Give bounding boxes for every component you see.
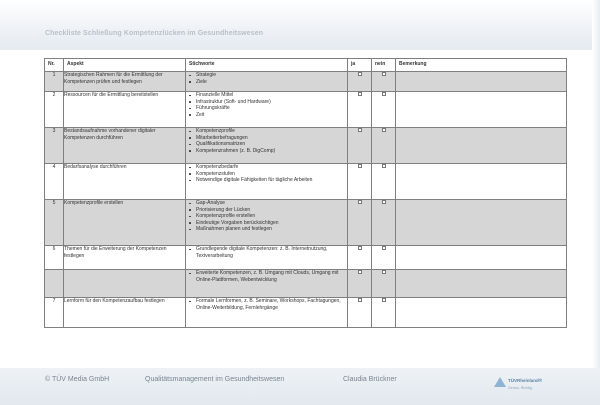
nein-cell [372, 246, 396, 270]
nein-cell [372, 298, 396, 328]
stichwort-item: Kompetenzprofile [186, 128, 347, 135]
row-aspekt: Kompetenzprofile erstellen [64, 200, 186, 246]
stichwort-item: Kompetenzbedarfe [186, 164, 347, 171]
row-number: 1 [45, 72, 64, 92]
row-aspekt [64, 270, 186, 298]
footer-copyright: © TÜV Media GmbH [45, 376, 110, 383]
ja-cell [348, 298, 372, 328]
nein-checkbox[interactable] [382, 128, 386, 132]
stichwort-item: Formale Lernformen, z. B. Seminare, Workshops, Fachtagungen, Online-Weiterbildung, Fernlehrgänge [186, 298, 347, 311]
ja-checkbox[interactable] [358, 200, 362, 204]
table-row [45, 298, 567, 328]
stichworte-list [186, 128, 347, 154]
bemerkung-field[interactable] [396, 128, 567, 164]
nein-cell [372, 270, 396, 298]
row-number: 4 [45, 164, 64, 200]
row-number: 7 [45, 298, 64, 328]
row-stichworte [186, 200, 348, 246]
stichwort-item: Ziele [186, 79, 347, 86]
stichworte-list [186, 72, 347, 85]
table-header-row [45, 59, 567, 72]
ja-checkbox[interactable] [358, 128, 362, 132]
header-bemerkung: Bemerkung [396, 59, 567, 72]
ja-checkbox[interactable] [358, 270, 362, 274]
ja-cell [348, 164, 372, 200]
bemerkung-field[interactable] [396, 164, 567, 200]
row-aspekt: Bedarfsanalyse durchführen [64, 164, 186, 200]
stichwort-item: Finanzielle Mittel [186, 92, 347, 99]
table-row [45, 92, 567, 128]
row-stichworte [186, 246, 348, 270]
stichwort-item: Führungskräfte [186, 105, 347, 112]
header-nr: Nr. [45, 59, 64, 72]
ja-checkbox[interactable] [358, 298, 362, 302]
checklist-table [44, 58, 567, 328]
stichwort-item: Infrastruktur (Soft- und Hardware) [186, 99, 347, 106]
bemerkung-field[interactable] [396, 92, 567, 128]
header-stichworte: Stichworte [186, 59, 348, 72]
header-ja: ja [348, 59, 372, 72]
nein-cell [372, 72, 396, 92]
stichwort-item: Qualifikationsmatrizen [186, 141, 347, 148]
nein-checkbox[interactable] [382, 298, 386, 302]
header-nein: nein [372, 59, 396, 72]
row-aspekt: Strategischen Rahmen für die Ermittlung der Kompetenzen prüfen und festlegen [64, 72, 186, 92]
nein-checkbox[interactable] [382, 270, 386, 274]
row-number: 6 [45, 246, 64, 270]
row-stichworte [186, 298, 348, 328]
ja-cell [348, 72, 372, 92]
logo-name: TÜVRheinland® [508, 378, 543, 383]
stichwort-item: Gap-Analyse [186, 200, 347, 207]
header-aspekt: Aspekt [64, 59, 186, 72]
ja-cell [348, 270, 372, 298]
row-number: 2 [45, 92, 64, 128]
bemerkung-field[interactable] [396, 200, 567, 246]
document-title: Checkliste Schließung Kompetenzlücken im Gesundheitswesen [45, 30, 264, 37]
row-stichworte [186, 270, 348, 298]
row-stichworte [186, 164, 348, 200]
title-band [0, 0, 600, 50]
stichwort-item: Priorisierung der Lücken [186, 207, 347, 214]
stichwort-item: Eindeutige Vorgaben berücksichtigen [186, 220, 347, 227]
row-aspekt: Ressourcen für die Ermittlung bereitstellen [64, 92, 186, 128]
nein-cell [372, 164, 396, 200]
stichwort-item: Kompetenzrahmen (z. B. DigComp) [186, 148, 347, 155]
bemerkung-field[interactable] [396, 72, 567, 92]
nein-cell [372, 200, 396, 246]
row-number [45, 270, 64, 298]
ja-checkbox[interactable] [358, 72, 362, 76]
stichwort-item: Kompetenzstufen [186, 171, 347, 178]
stichworte-list [186, 298, 347, 311]
row-stichworte [186, 92, 348, 128]
stichwort-item: Zeit [186, 112, 347, 119]
row-number: 3 [45, 128, 64, 164]
row-aspekt: Bestandsaufnahme vorhandener digitaler Kompetenzen durchführen [64, 128, 186, 164]
ja-checkbox[interactable] [358, 164, 362, 168]
nein-checkbox[interactable] [382, 92, 386, 96]
ja-cell [348, 200, 372, 246]
nein-cell [372, 92, 396, 128]
ja-cell [348, 246, 372, 270]
table-row [45, 164, 567, 200]
footer-author: Claudia Brückner [343, 376, 397, 383]
stichwort-item: Notwendige digitale Fähigkeiten für tägliche Arbeiten [186, 177, 347, 184]
stichworte-list [186, 270, 347, 283]
bemerkung-field[interactable] [396, 270, 567, 298]
logo-slogan: Genau. Richtig. [508, 386, 533, 390]
page-edge-shadow [592, 0, 600, 405]
ja-cell [348, 128, 372, 164]
footer-topic: Qualitätsmanagement im Gesundheitswesen [145, 376, 285, 383]
row-aspekt: Themen für die Erweiterung der Kompetenzen festlegen [64, 246, 186, 270]
stichwort-item: Grundlegende digitale Kompetenzen: z. B. Internetnutzung, Textverarbeitung [186, 246, 347, 259]
nein-checkbox[interactable] [382, 200, 386, 204]
ja-checkbox[interactable] [358, 246, 362, 250]
nein-checkbox[interactable] [382, 72, 386, 76]
stichwort-item: Strategie [186, 72, 347, 79]
table-row [45, 200, 567, 246]
table-row [45, 72, 567, 92]
row-stichworte [186, 128, 348, 164]
stichwort-item: Maßnahmen planen und festlegen [186, 226, 347, 233]
nein-checkbox[interactable] [382, 246, 386, 250]
stichworte-list [186, 246, 347, 259]
row-stichworte [186, 72, 348, 92]
stichwort-item: Kompetenzprofile erstellen [186, 213, 347, 220]
table-row [45, 246, 567, 270]
ja-checkbox[interactable] [358, 92, 362, 96]
bemerkung-field[interactable] [396, 246, 567, 270]
stichwort-item: Erweiterte Kompetenzen, z. B. Umgang mit Clouds, Umgang mit Online-Plattformen, Webentwicklung [186, 270, 347, 283]
stichworte-list [186, 92, 347, 118]
stichwort-item: Mitarbeiterbefragungen [186, 135, 347, 142]
table-row [45, 128, 567, 164]
nein-checkbox[interactable] [382, 164, 386, 168]
tuv-triangle-icon [494, 377, 506, 387]
table-row [45, 270, 567, 298]
stichworte-list [186, 200, 347, 233]
nein-cell [372, 128, 396, 164]
bemerkung-field[interactable] [396, 298, 567, 328]
stichworte-list [186, 164, 347, 184]
row-aspekt: Lernform für den Kompetenzaufbau festlegen [64, 298, 186, 328]
row-number: 5 [45, 200, 64, 246]
tuv-logo [494, 377, 564, 399]
ja-cell [348, 92, 372, 128]
